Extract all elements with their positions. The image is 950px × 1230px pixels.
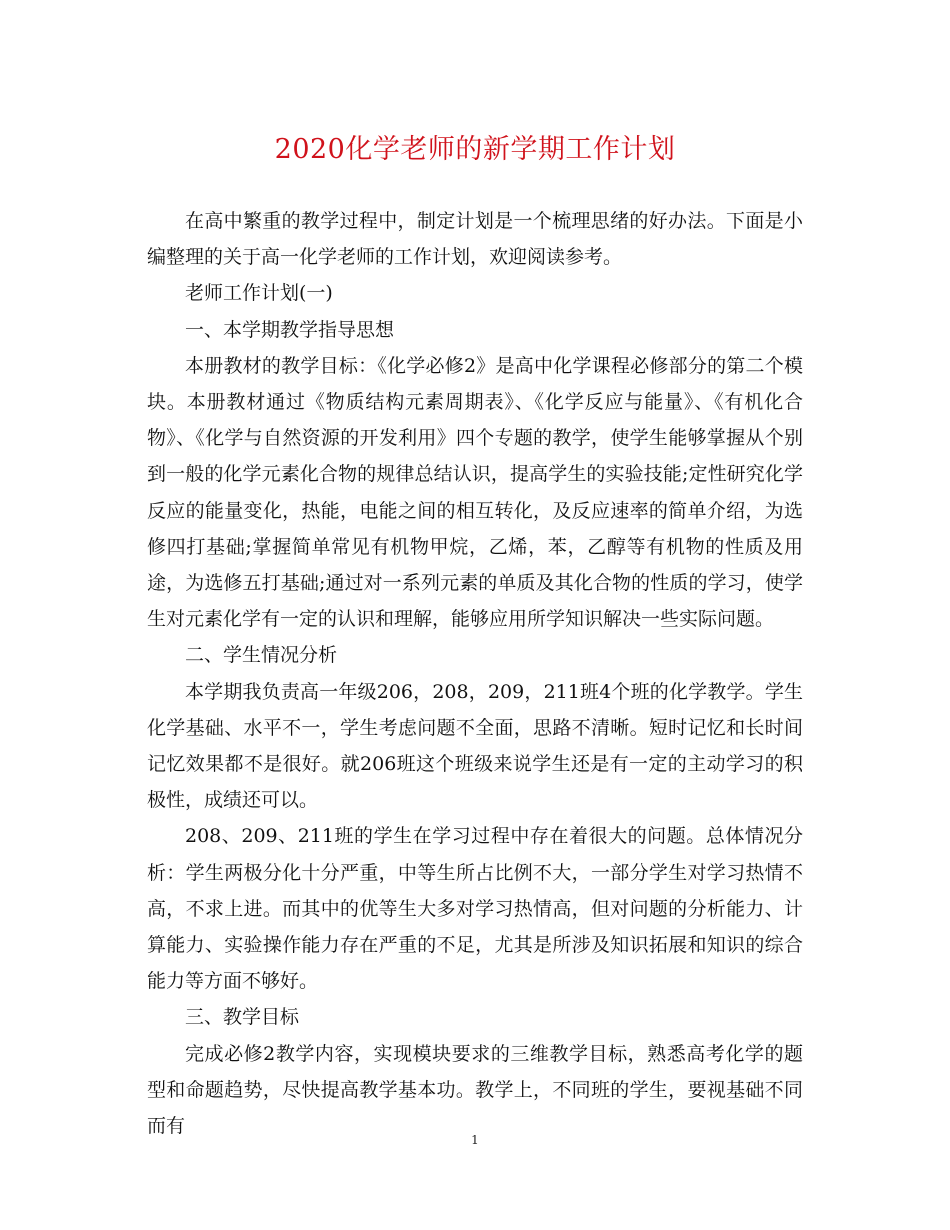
document-body	[147, 203, 803, 1144]
paragraph-student-analysis-1: 本学期我负责高一年级206，208，209，211班4个班的化学教学。学生化学基础、水平不一，学生考虑问题不全面，思路不清晰。短时记忆和长时间记忆效果都不是很好。就206班这个班级来说学生还是有一定的主动学习的积极性，成绩还可以。	[147, 680, 803, 812]
paragraph-intro: 在高中繁重的教学过程中，制定计划是一个梳理思绪的好办法。下面是小编整理的关于高一化学老师的工作计划，欢迎阅读参考。	[147, 210, 803, 269]
page-number: 1	[471, 1133, 479, 1147]
paragraph-teaching-targets: 完成必修2教学内容，实现模块要求的三维教学目标，熟悉高考化学的题型和命题趋势，尽快提高教学基本功。教学上，不同班的学生，要视基础不同而有	[147, 1042, 803, 1138]
plan-heading: 老师工作计划(一)	[185, 282, 333, 305]
section-heading-3: 三、教学目标	[185, 1006, 300, 1029]
section-heading-2: 二、学生情况分析	[185, 644, 338, 667]
paragraph-teaching-goals: 本册教材的教学目标：《化学必修2》是高中化学课程必修部分的第二个模块。本册教材通过《物质结构元素周期表》、《化学反应与能量》、《有机化合物》、《化学与自然资源的开发利用》四个专题的教学，使学生能够掌握从个别到一般的化学元素化合物的规律总结认识，提高学生的实验技能;定性研究化学反应的能量变化，热能，电能之间的相互转化，及反应速率的简单介绍，为选修四打基础;掌握简单常见有机物甲烷，乙烯，苯，乙醇等有机物的性质及用途，为选修五打基础;通过对一系列元素的单质及其化合物的性质的学习，使学生对元素化学有一定的认识和理解，能够应用所学知识解决一些实际问题。	[147, 354, 803, 631]
document-title: 2020化学老师的新学期工作计划	[274, 134, 676, 165]
paragraph-student-analysis-2: 208、209、211班的学生在学习过程中存在着很大的问题。总体情况分析：学生两极分化十分严重，中等生所占比例不大，一部分学生对学习热情不高，不求上进。而其中的优等生大多对学习热情高，但对问题的分析能力、计算能力、实验操作能力存在严重的不足，尤其是所涉及知识拓展和知识的综合能力等方面不够好。	[147, 825, 803, 993]
section-heading-1: 一、本学期教学指导思想	[185, 318, 395, 341]
